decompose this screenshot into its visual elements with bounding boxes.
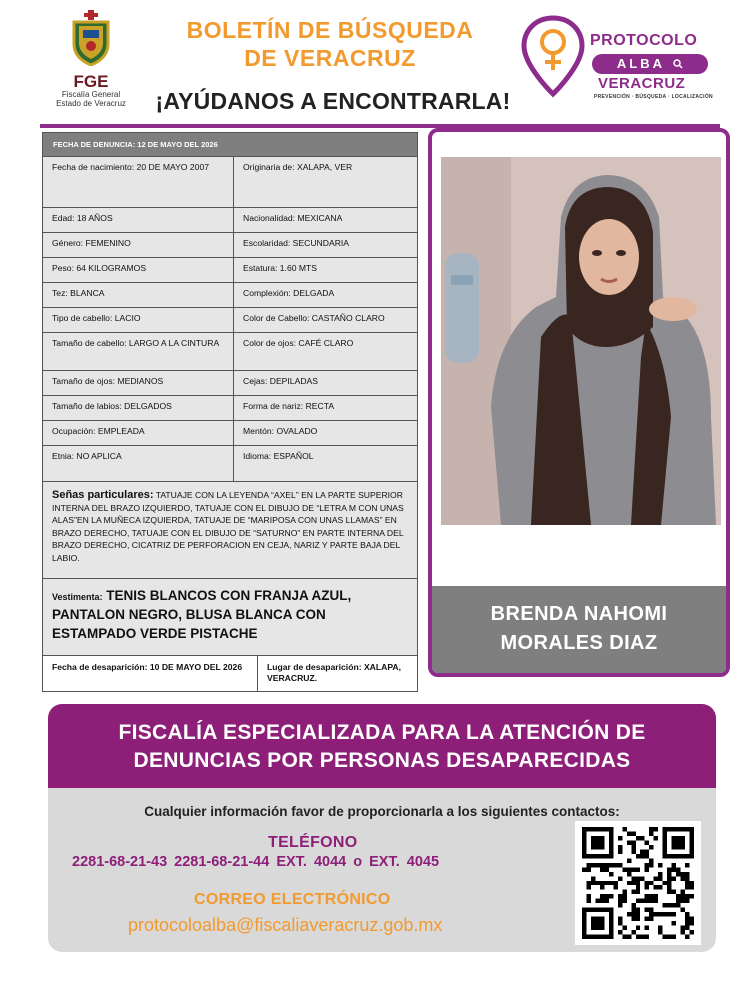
table-row	[43, 395, 417, 420]
contact-intro: Cualquier información favor de proporcionarla a los siguientes contactos:	[144, 804, 620, 819]
table-row	[43, 282, 417, 307]
table-row	[43, 156, 417, 207]
eyebrows-cell: Cejas: DEPILADAS	[233, 371, 417, 395]
email-address[interactable]: protocoloalba@fiscaliaveracruz.gob.mx	[128, 915, 443, 935]
complexion-tone-cell: Tez: BLANCA	[52, 288, 105, 298]
missing-person-card	[428, 128, 730, 677]
alba-pill-label: ALBA	[616, 56, 665, 71]
person-name-line1: BRENDA NAHOMI	[490, 603, 668, 625]
eye-size-cell: Tamaño de ojos: MEDIANOS	[52, 376, 164, 386]
email-heading: CORREO ELECTRÓNICO	[194, 891, 391, 908]
hair-color-cell: Color de Cabello: CASTAÑO CLARO	[233, 308, 417, 332]
distinguishing-marks	[43, 481, 417, 578]
qr-code-icon	[581, 827, 695, 939]
phone-numbers[interactable]: 2281-68-21-43 2281-68-21-44 EXT. 4044 o EXT. 4045	[72, 854, 440, 870]
title-line-1: BOLETÍN DE BÚSQUEDA	[186, 17, 474, 43]
phone-heading: TELÉFONO	[268, 834, 358, 851]
table-row	[43, 232, 417, 257]
weight-cell: Peso: 64 KILOGRAMOS	[52, 263, 147, 273]
nationality-cell: Nacionalidad: MEXICANA	[233, 208, 417, 232]
disappearance-date-cell: Fecha de desaparición: 10 DE MAYO DEL 2026	[52, 662, 243, 672]
table-row	[43, 370, 417, 395]
occupation-cell: Ocupación: EMPLEADA	[52, 426, 145, 436]
fge-shield-icon	[68, 10, 114, 66]
table-row	[43, 207, 417, 232]
fge-name-line1: Fiscalía General	[61, 90, 121, 99]
protocolo-alba-logo	[520, 12, 720, 104]
alba-word-alba	[592, 54, 708, 74]
help-subtitle: ¡AYÚDANOS A ENCONTRARLA!	[155, 88, 511, 114]
disappearance-row	[43, 655, 417, 691]
marks-text: TATUAJE CON LA LEYENDA “AXEL” EN LA PARTE SUPERIOR INTERNA DEL BRAZO IZQUIERDO, TATUAJE CON EL DIBUJO DE “LETRA M CON UNAS ALAS”EN LA MUÑECA IZQUIERDA, TATUAJE DE “MARIPOSA CON UNAS LLAMAS” EN BRAZO DERECHO, TATUAJE CON EL DIBUJO DE “SATURNO” EN PARTE INTERNA DEL BRAZO DERECHO, CICATRIZ DE PERFORACION EN CEJA, NARIZ Y PARTE BAJA DEL LABIO.	[52, 490, 404, 563]
person-data-table	[42, 132, 418, 692]
age-cell: Edad: 18 AÑOS	[52, 213, 113, 223]
missing-person-photo	[441, 157, 721, 525]
birth-date-cell: Fecha de nacimiento: 20 DE MAYO 2007	[52, 162, 209, 172]
language-cell: Idioma: ESPAÑOL	[233, 446, 417, 481]
fiscalia-line1: FISCALÍA ESPECIALIZADA PARA LA ATENCIÓN DE	[118, 721, 646, 744]
height-cell: Estatura: 1.60 MTS	[233, 258, 417, 282]
attire-text: TENIS BLANCOS CON FRANJA AZUL, PANTALON NEGRO, BLUSA BLANCA CON ESTAMPADO VERDE PISTACHE	[52, 588, 352, 641]
clothing-description	[43, 578, 417, 655]
person-name-line2: MORALES DIAZ	[500, 632, 658, 654]
fiscalia-line2: DENUNCIAS POR PERSONAS DESAPARECIDAS	[133, 749, 631, 772]
schooling-cell: Escolaridad: SECUNDARIA	[233, 233, 417, 257]
report-date-header: FECHA DE DENUNCIA: 12 DE MAYO DEL 2026	[43, 133, 417, 156]
fge-acronym: FGE	[73, 72, 109, 91]
table-row	[43, 420, 417, 445]
fge-logo	[50, 10, 132, 112]
fge-name-line2: Estado de Veracruz	[56, 99, 126, 108]
hair-length-cell: Tamaño de cabello: LARGO A LA CINTURA	[52, 338, 220, 348]
female-symbol-pin-icon	[520, 14, 586, 98]
nose-shape-cell: Forma de nariz: RECTA	[233, 396, 417, 420]
hair-type-cell: Tipo de cabello: LACIO	[52, 313, 141, 323]
build-cell: Complexión: DELGADA	[233, 283, 417, 307]
person-name	[432, 586, 726, 674]
chin-cell: Mentón: OVALADO	[233, 421, 417, 445]
origin-cell: Originaria de: XALAPA, VER	[233, 157, 417, 207]
attire-label: Vestimenta:	[52, 592, 103, 602]
disappearance-place-cell: Lugar de desaparición: XALAPA, VERACRUZ.	[257, 656, 417, 691]
title-line-2: DE VERACRUZ	[244, 45, 416, 71]
portrait-image	[441, 157, 721, 525]
ethnicity-cell: Etnia: NO APLICA	[52, 451, 122, 461]
bulletin-title	[140, 16, 520, 72]
magnifier-icon	[673, 59, 683, 69]
eye-color-cell: Color de ojos: CAFÉ CLARO	[233, 333, 417, 370]
table-row	[43, 332, 417, 370]
alba-word-veracruz: VERACRUZ	[598, 75, 686, 92]
table-row	[43, 445, 417, 481]
contact-section	[48, 788, 716, 952]
alba-word-protocolo: PROTOCOLO	[590, 32, 698, 49]
table-row	[43, 307, 417, 332]
fiscalia-banner	[48, 704, 716, 788]
lip-size-cell: Tamaño de labios: DELGADOS	[52, 401, 172, 411]
qr-code[interactable]	[575, 821, 701, 945]
table-row	[43, 257, 417, 282]
marks-label: Señas particulares:	[52, 489, 154, 501]
alba-tagline: PREVENCIÓN · BÚSQUEDA · LOCALIZACIÓN	[594, 94, 713, 100]
gender-cell: Género: FEMENINO	[52, 238, 131, 248]
